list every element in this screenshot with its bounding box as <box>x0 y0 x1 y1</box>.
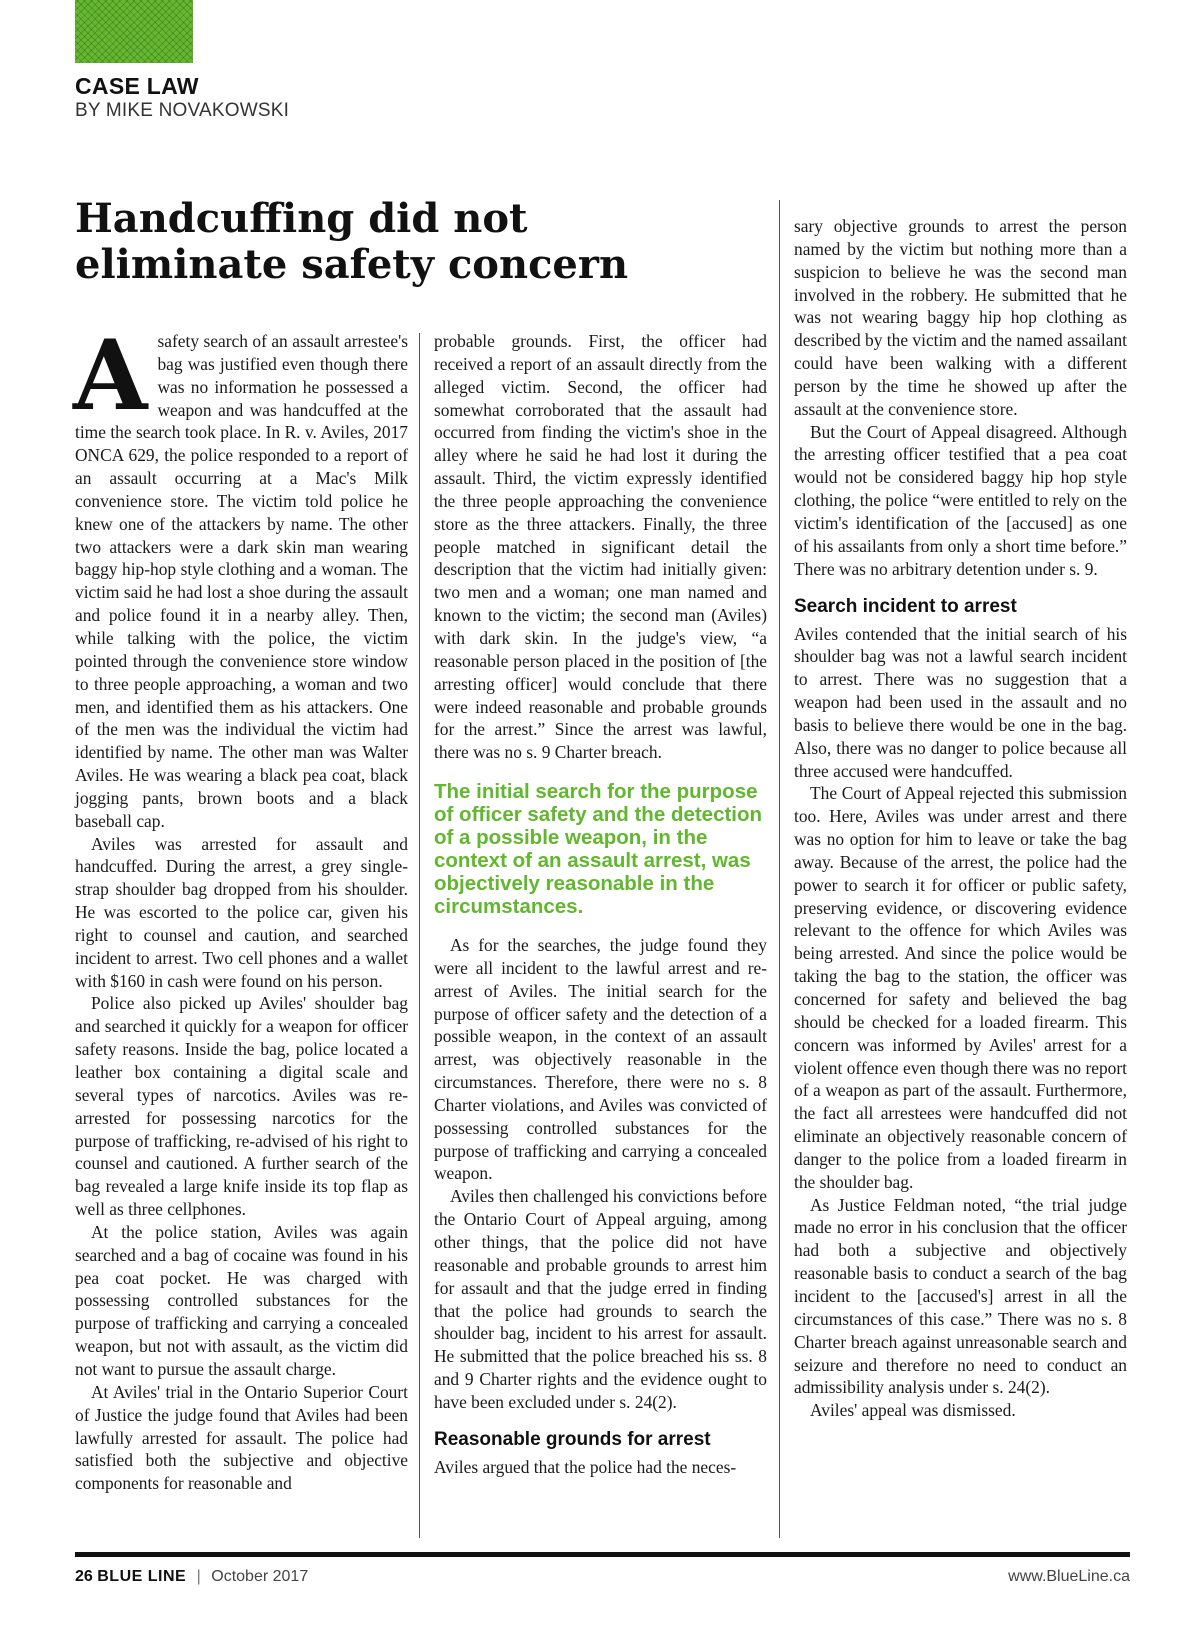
article-column-2 <box>434 330 767 1479</box>
paragraph: Aviles argued that the police had the neces- <box>434 1456 737 1477</box>
article-column-3 <box>794 215 1127 1422</box>
paragraph: But the Court of Appeal disagreed. Although the arresting officer testified that a pea coat would not be considered baggy hip hop style clothing, the police “were entitled to rely on the victim's identification of the [accused] as one of his assailants from only a short time before.” There was no arbitrary detention under s. 9. <box>794 421 1127 579</box>
paragraph: Police also picked up Aviles' shoulder bag and searched it quickly for a weapon for officer safety reasons. Inside the bag, police located a leather box containing a digital scale and several types of narcotics. Aviles was re-arrested for possessing narcotics for the purpose of trafficking, re-advised of his right to counsel and cautioned. A further search of the bag revealed a large knife inside its top flap as well as three cellphones. <box>75 993 408 1220</box>
paragraph: Aviles then challenged his convictions before the Ontario Court of Appeal arguing, among other things, that the police did not have reasonable and probable grounds to arrest him for assault and that the judge erred in finding that the police had grounds to search the shoulder bag, incident to his arrest for assault. He submitted that the police breached his ss. 8 and 9 Charter rights and the evidence ought to have been excluded under s. 24(2). <box>434 1186 767 1412</box>
footer-rule <box>75 1552 1130 1557</box>
paragraph: As for the searches, the judge found they were all incident to the lawful arrest and re-arrest of Aviles. The initial search for the purpose of officer safety and the detection of a possible weapon, in the context of an assault arrest, was objectively reasonable in the circumstances. Therefore, there were no s. 8 Charter violations, and Aviles was convicted of possessing controlled substances for the purpose of trafficking and carrying a concealed weapon. <box>434 935 767 1184</box>
paragraph: Aviles contended that the initial search of his shoulder bag was not a lawful search incident to arrest. There was no suggestion that a weapon had been used in the assault and no basis to believe there would be one in the bag. Also, there was no danger to police because all three accused were handcuffed. <box>794 623 1127 781</box>
issue-date: October 2017 <box>211 1568 309 1585</box>
subheading: Search incident to arrest <box>794 595 1017 617</box>
paragraph-text: safety search of an assault arrestee's bag was justified even though there was no information he possessed a weapon and was handcuffed at the time the search took place. In R. v. Aviles, 2017 ONCA 629, the police responded to a report of an assault occurring at a Mac's Milk convenience store. The victim told police he knew one of the attackers by name. The other two attackers were a dark skin man wearing baggy hip-hop style clothing and a woman. The victim said he had lost a shoe during the assault and police found it in a nearby alley. Then, while talking with the police, the victim pointed through the convenience store window to three people approaching, a woman and two men, and identified them as his attackers. One of the men was the individual the victim had identified by name. The other man was Walter Aviles. He was wearing a black pea coat, black jogging pants, brown boots and a black baseball cap. <box>75 331 408 831</box>
pull-quote: The initial search for the purpose of officer safety and the detection of a possible weapon, in the context of an assault arrest, was objectively reasonable in the circumstances. <box>434 780 763 919</box>
paragraph: At Aviles' trial in the Ontario Superior Court of Justice the judge found that Aviles had been lawfully arrested for assault. The police had satisfied both the subjective and objective components for reasonable and <box>75 1381 408 1494</box>
column-divider <box>779 200 780 1538</box>
magazine-name: BLUE LINE <box>97 1568 187 1585</box>
paragraph <box>73 319 408 833</box>
paragraph: The Court of Appeal rejected this submission too. Here, Aviles was under arrest and there was no option for him to leave or take the bag away. Because of the arrest, the police had the power to search it for officer or public safety, preserving evidence, or discovering evidence relevant to the offence for which Aviles was being arrested. And since the police would be taking the bag to the station, the officer was concerned for safety and believed the bag should be checked for a loaded firearm. This concern was informed by Aviles' arrest for a violent offence even though there was no report of a weapon as part of the assault. Furthermore, the fact all arrestees were handcuffed did not eliminate an objectively reasonable concern of danger to the police from a loaded firearm in the shoulder bag. <box>794 783 1127 1192</box>
paragraph: Aviles' appeal was dismissed. <box>810 1400 1016 1421</box>
section-color-block <box>75 0 193 63</box>
paragraph: Aviles was arrested for assault and handcuffed. During the arrest, a grey single-strap shoulder bag dropped from his shoulder. He was escorted to the police car, given his right to counsel and caution, and searched incident to arrest. Two cell phones and a wallet with $160 in cash were found on his person. <box>75 833 408 991</box>
website-link[interactable]: www.BlueLine.ca <box>1008 1568 1130 1585</box>
page-footer <box>75 1568 308 1586</box>
paragraph: As Justice Feldman noted, “the trial judge made no error in his conclusion that the officer had both a subjective and objectively reasonable basis to conduct a search of the bag incident to the [accused's] arrest in all the circumstances of this case.” There was no s. 8 Charter breach against unreasonable search and seizure and therefore no need to conduct an admissibility analysis under s. 24(2). <box>794 1194 1127 1398</box>
byline: BY MIKE NOVAKOWSKI <box>75 100 290 121</box>
article-headline: Handcuffing did not eliminate safety concern <box>75 195 629 288</box>
drop-cap: A <box>73 319 148 432</box>
page-number: 26 <box>75 1568 93 1585</box>
article-column-1 <box>73 319 408 1495</box>
footer-separator: | <box>196 1568 201 1585</box>
paragraph: sary objective grounds to arrest the person named by the victim but nothing more than a suspicion to believe he was the second man involved in the robbery. He submitted that he was not wearing baggy hip hop clothing as described by the victim and the named assailant could have been walking with a different person by the time he showed up after the assault at the convenience store. <box>794 216 1127 419</box>
section-label: CASE LAW <box>75 73 199 99</box>
paragraph: probable grounds. First, the officer had received a report of an assault directly from the alleged victim. Second, the officer had somewhat corroborated that the assault had occurred from finding the victim's shoe in the alley where he said he had lost it during the assault. Third, the victim expressly identified the three people approaching the convenience store as the three attackers. Finally, the three people matched in significant detail the description that the victim had initially given: two men and a woman; one man named and known to the victim; the second man (Aviles) with dark skin. In the judge's view, “a reasonable person placed in the position of [the arresting officer] would conclude that there were indeed reasonable and probable grounds for the arrest.” Since the arrest was lawful, there was no s. 9 Charter breach. <box>434 331 767 763</box>
column-divider <box>419 333 420 1538</box>
subheading: Reasonable grounds for arrest <box>434 1428 711 1450</box>
paragraph: At the police station, Aviles was again searched and a bag of cocaine was found in his pea coat pocket. He was charged with possessing controlled substances for the purpose of trafficking and carrying a concealed weapon, but not with assault, as the victim did not want to pursue the assault charge. <box>75 1221 408 1379</box>
